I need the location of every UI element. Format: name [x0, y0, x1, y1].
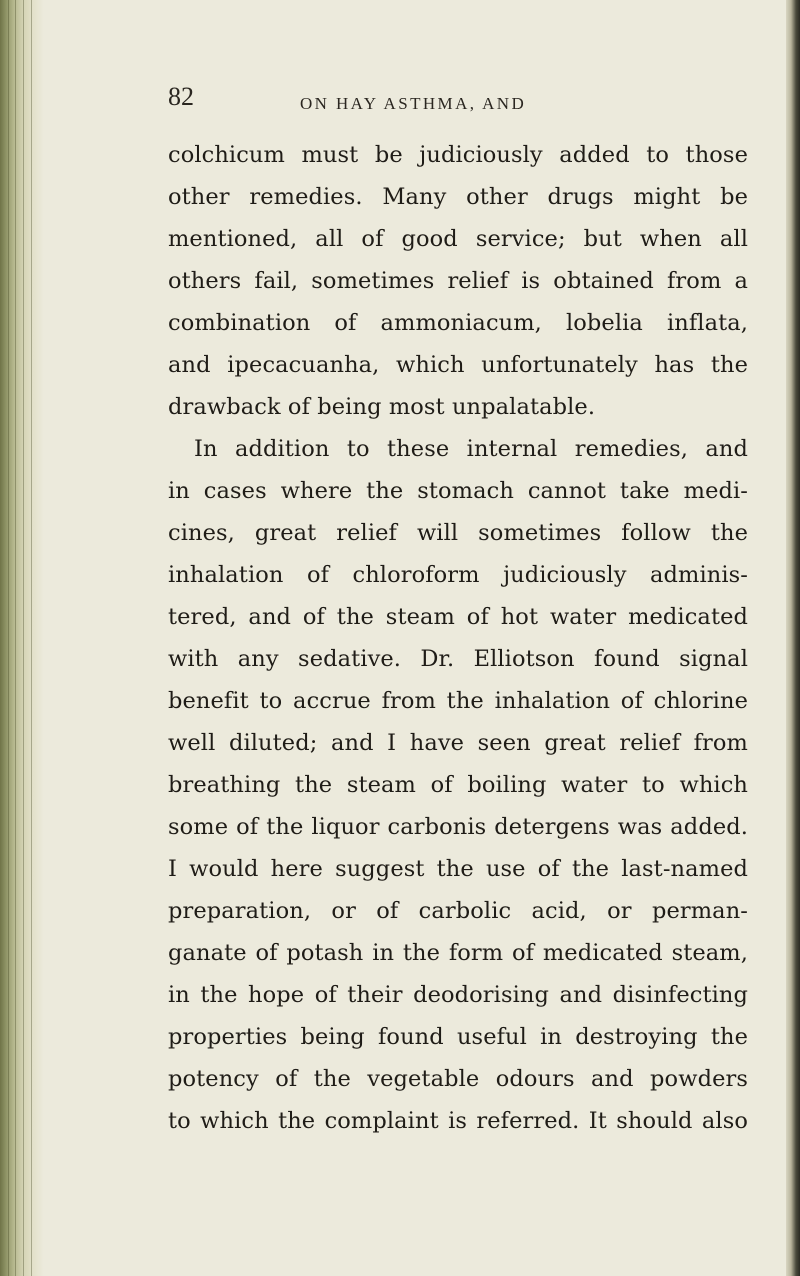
text-line: benefit to accrue from the inhalation of chlorine	[168, 688, 748, 714]
text-line: preparation, or of carbolic acid, or perman-	[168, 898, 748, 924]
text-line: In addition to these internal remedies, and	[194, 436, 748, 462]
text-line: ganate of potash in the form of medicated steam,	[168, 940, 748, 966]
text-line: in the hope of their deodorising and disinfecting	[168, 982, 748, 1008]
text-line: drawback of being most unpalatable.	[168, 394, 596, 420]
text-line: tered, and of the steam of hot water medicated	[168, 604, 748, 630]
text-line: to which the complaint is referred. It should also	[168, 1108, 748, 1134]
text-line: well diluted; and I have seen great relief from	[168, 730, 748, 756]
text-line: potency of the vegetable odours and powders	[168, 1066, 748, 1092]
body-text	[168, 134, 748, 1142]
text-line: mentioned, all of good service; but when all	[168, 226, 748, 252]
text-line: others fail, sometimes relief is obtained from a	[168, 268, 748, 294]
text-line: and ipecacuanha, which unfortunately has the	[168, 352, 748, 378]
text-line: combination of ammoniacum, lobelia inflata,	[168, 310, 748, 336]
text-line: breathing the steam of boiling water to which	[168, 772, 748, 798]
text-line: other remedies. Many other drugs might be	[168, 184, 748, 210]
text-line: cines, great relief will sometimes follow the	[168, 520, 748, 546]
text-line: with any sedative. Dr. Elliotson found signal	[168, 646, 748, 672]
text-line: inhalation of chloroform judiciously adminis-	[168, 562, 748, 588]
text-line: some of the liquor carbonis detergens was added.	[168, 814, 748, 840]
running-head: ON HAY ASTHMA, AND	[300, 94, 527, 113]
text-line: colchicum must be judiciously added to those	[168, 142, 748, 168]
text-line: I would here suggest the use of the last-named	[168, 856, 748, 882]
page-number: 82	[168, 82, 194, 111]
text-line: in cases where the stomach cannot take medi-	[168, 478, 748, 504]
text-line: properties being found useful in destroying the	[168, 1024, 748, 1050]
